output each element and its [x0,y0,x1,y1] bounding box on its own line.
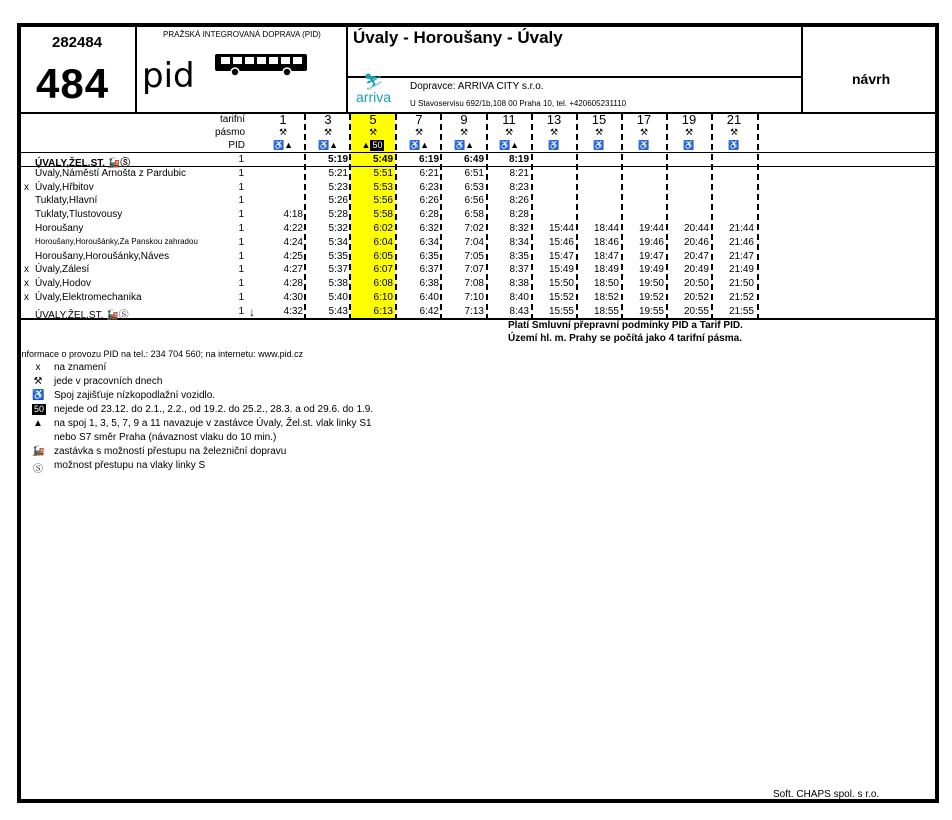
stop-name: Úvaly,Zálesí [35,264,90,276]
column-separator [349,114,351,320]
departure-time: 15:44 [548,223,574,234]
departure-time: 4:30 [283,292,303,303]
departure-time: 5:40 [328,292,348,303]
departure-time: 21:52 [728,292,754,303]
trip-flags-icon: ♿▲ [453,140,475,150]
stop-name: Horoušany [35,223,84,234]
departure-time: 8:37 [509,264,529,276]
departure-time: 4:24 [283,236,303,248]
legend-symbol-icon: ⚒ [33,376,43,387]
departure-time: 8:32 [509,223,529,234]
departure-time: 18:49 [593,264,619,276]
departure-time: 6:32 [419,223,439,234]
departure-time: 21:47 [728,250,754,262]
departure-time: 8:26 [509,195,529,207]
tariff-note-2: Území hl. m. Prahy se počítá jako 4 tarifní pásma. [508,333,742,344]
column-separator [304,114,306,320]
route-divider [347,76,801,78]
carrier-name: Dopravce: ARRIVA CITY s.r.o. [410,81,544,92]
tariff-zone: 1 [238,292,244,303]
stop-name: ÚVALY,ŽEL.ST. 🚂Ⓢ [35,309,129,321]
zone-header-label: tarifní [219,114,245,125]
organization-name: PRAŽSKÁ INTEGROVANÁ DOPRAVA (PID) [163,30,321,39]
departure-time: 5:26 [328,195,348,207]
departure-time: 19:49 [638,264,664,276]
legend-text: zastávka s možností přestupu na železniční dopravu [54,446,287,457]
departure-time: 21:50 [728,278,754,290]
departure-time: 6:34 [419,236,439,248]
departure-time: 5:23 [328,181,348,193]
legend-symbol-icon: x [35,362,41,373]
departure-time: 20:44 [683,223,709,234]
departure-time: 15:50 [548,278,574,290]
header-col-divider-1 [135,27,137,113]
departure-time: 7:05 [464,250,484,262]
stop-name: Úvaly,Hodov [35,278,91,290]
trip-flags-icon: ♿ [638,140,650,150]
column-separator [666,114,668,320]
departure-time: 6:02 [373,223,393,234]
departure-time: 21:55 [728,305,754,317]
column-separator [440,114,442,320]
departure-time: 4:25 [283,250,303,262]
departure-time: 6:19 [418,154,439,165]
departure-time: 8:34 [509,236,529,248]
departure-time: 18:50 [593,278,619,290]
departure-time: 8:21 [509,167,529,179]
departure-time: 7:02 [464,223,484,234]
trip-flags-icon: ♿ [683,140,695,150]
trip-flags-icon: ▲ 50 [361,140,383,150]
trip-number: 19 [681,112,697,127]
legend-symbol-icon: Ⓢ [33,464,43,475]
tariff-zone: 1 [238,305,244,317]
departure-time: 7:13 [464,305,484,317]
departure-time: 19:47 [638,250,664,262]
tariff-zone: 1 [238,236,244,248]
departure-time: 21:49 [728,264,754,276]
trip-flags-icon: ♿▲ [317,140,339,150]
stop-name: Tuklaty,Tlustovousy [35,209,123,221]
departure-time: 19:55 [638,305,664,317]
departure-time: 21:44 [728,223,754,234]
legend-symbol-icon: ▲ [33,418,43,429]
departure-time: 6:05 [373,250,393,262]
departure-time: 5:56 [373,195,393,207]
legend-symbol-icon: 50 [34,404,45,414]
trip-flags-icon: ♿ [593,140,605,150]
departure-time: 18:44 [593,223,619,234]
tariff-zone: 1 [238,278,244,290]
trip-flags-icon: ♿ [548,140,560,150]
workday-icon: ⚒ [323,127,333,137]
departure-time: 8:43 [509,305,529,317]
departure-time: 19:50 [638,278,664,290]
departure-time: 20:50 [683,278,709,290]
departure-time: 18:52 [593,292,619,303]
header-col-divider-2 [346,27,348,113]
departure-time: 4:32 [283,305,303,317]
trip-number: 9 [460,112,468,127]
departure-time: 6:58 [464,209,484,221]
legend-text: jede v pracovních dnech [54,376,163,387]
legend-symbol-icon: ♿ [32,390,45,401]
departure-time: 5:58 [373,209,393,221]
legend-symbol-icon: 🚂 [32,446,45,457]
tariff-zone: 1 [238,223,244,234]
legend-text: možnost přestupu na vlaky linky S [54,460,206,471]
departure-time: 5:49 [372,154,393,165]
trip-number: 21 [726,112,742,127]
departure-time: 7:07 [464,264,484,276]
departure-time: 5:19 [327,154,348,165]
departure-time: 7:04 [464,236,484,248]
departure-time: 20:47 [683,250,709,262]
departure-time: 6:49 [463,154,484,165]
departure-time: 20:52 [683,292,709,303]
departure-time: 21:46 [728,236,754,248]
departure-time: 8:28 [509,209,529,221]
header-bottom-line [21,152,935,153]
departure-time: 6:28 [419,209,439,221]
bus-icon [213,52,309,78]
status-label: návrh [852,71,891,87]
trip-number: 3 [324,112,332,127]
column-separator [576,114,578,320]
trip-flags-icon: ♿▲ [272,140,294,150]
departure-time: 5:43 [328,305,348,317]
departure-time: 6:07 [373,264,393,276]
header-col-divider-3 [801,27,803,113]
direction-arrow-icon: ↓ [249,304,255,319]
trip-number: 17 [636,112,652,127]
departure-time: 7:10 [464,292,484,303]
departure-time: 5:28 [328,209,348,221]
trip-number: 1 [279,112,287,127]
tariff-note-1: Platí Smluvní přepravní podmínky PID a Tarif PID. [508,320,743,331]
tariff-zone: 1 [238,264,244,276]
stop-name: Horoušany,Horoušánky,Za Panskou zahradou [35,236,198,246]
departure-time: 6:38 [419,278,439,290]
info-line: Informace o provozu PID na tel.: 234 704 560; na internetu: www.pid.cz [19,349,304,359]
departure-time: 6:42 [419,305,439,317]
departure-time: 5:34 [328,236,348,248]
departure-time: 6:53 [464,181,484,193]
table-bottom-line [21,318,935,320]
trip-flags-icon: ♿▲ [408,140,430,150]
workday-icon: ⚒ [729,127,739,137]
departure-time: 15:49 [548,264,574,276]
workday-icon: ⚒ [594,127,604,137]
departure-time: 8:35 [509,250,529,262]
on-request-mark: x [24,278,29,290]
departure-time: 6:56 [464,195,484,207]
legend-text: nebo S7 směr Praha (návaznost vlaku do 10 min.) [54,432,277,443]
departure-time: 20:46 [683,236,709,248]
departure-time: 6:04 [373,236,393,248]
departure-time: 15:47 [548,250,574,262]
tariff-zone: 1 [238,154,244,165]
workday-icon: ⚒ [504,127,514,137]
on-request-mark: x [24,181,29,193]
stop-name: Horoušany,Horoušánky,Náves [35,250,170,262]
departure-time: 8:38 [509,278,529,290]
departure-time: 20:49 [683,264,709,276]
carrier-logo: ⛷ arriva [356,74,392,105]
workday-icon: ⚒ [414,127,424,137]
workday-icon: ⚒ [368,127,378,137]
departure-time: 15:52 [548,292,574,303]
tariff-zone: 1 [238,167,244,179]
trip-number: 11 [502,112,516,127]
legend-text: na spoj 1, 3, 5, 7, 9 a 11 navazuje v zastávce Úvaly, Žel.st. vlak linky S1 [54,418,372,429]
tariff-zone: 1 [238,195,244,207]
carrier-address: U Stavoservisu 692/1b,108 00 Praha 10, tel. +420605231110 [410,99,627,108]
trip-flags-icon: ♿ [728,140,740,150]
departure-time: 5:35 [328,250,348,262]
column-separator [757,114,759,320]
column-separator [621,114,623,320]
departure-time: 8:40 [509,292,529,303]
departure-time: 5:53 [373,181,393,193]
stop-name: Úvaly,Elektromechanika [35,292,142,303]
departure-time: 6:37 [419,264,439,276]
trip-number: 15 [591,112,607,127]
departure-time: 18:46 [593,236,619,248]
legend-text: nejede od 23.12. do 2.1., 2.2., od 19.2. do 25.2., 28.3. a od 29.6. do 1.9. [54,404,374,415]
departure-time: 5:21 [328,167,348,179]
zone-header-label: PID [228,140,245,151]
departure-time: 5:37 [328,264,348,276]
departure-time: 4:27 [283,264,303,276]
departure-time: 4:18 [283,209,303,221]
departure-time: 19:46 [638,236,664,248]
stop-name: Úvaly,Náměstí Arnošta z Pardubic [35,167,186,179]
trip-number: 7 [415,112,423,127]
column-separator [486,114,488,320]
trip-number: 5 [369,112,377,127]
stop-name: Úvaly,Hřbitov [35,181,94,193]
workday-icon: ⚒ [278,127,288,137]
trip-flags-icon: ♿▲ [498,140,520,150]
departure-time: 5:32 [328,223,348,234]
pid-logo: pid [142,56,195,96]
workday-icon: ⚒ [549,127,559,137]
departure-time: 19:44 [638,223,664,234]
legend-text: na znamení [54,362,107,373]
tariff-zone: 1 [238,209,244,221]
departure-time: 4:22 [283,223,303,234]
workday-icon: ⚒ [684,127,694,137]
departure-time: 18:55 [593,305,619,317]
zone-header-label: pásmo [214,127,245,138]
tariff-zone: 1 [238,250,244,262]
legend-text: Spoj zajišťuje nízkopodlažní vozidlo. [54,390,216,401]
departure-time: 6:08 [373,278,393,290]
departure-time: 6:21 [419,167,439,179]
departure-time: 6:51 [464,167,484,179]
line-code: 282484 [52,34,103,51]
on-request-mark: x [24,292,29,303]
departure-time: 8:23 [509,181,529,193]
trip-number: 13 [546,112,562,127]
software-credit: Soft. CHAPS spol. s r.o. [773,789,880,800]
departure-time: 7:08 [464,278,484,290]
tariff-zone: 1 [238,181,244,193]
departure-time: 5:51 [373,167,393,179]
route-title: Úvaly - Horoušany - Úvaly [353,28,563,47]
fifty-symbol: 50 [372,140,383,150]
departure-time: 15:46 [548,236,574,248]
workday-icon: ⚒ [639,127,649,137]
on-request-mark: x [24,264,29,276]
departure-time: 19:52 [638,292,664,303]
stop-name: ÚVALY,ŽEL.ST. 🚂Ⓢ [35,158,131,169]
departure-time: 5:38 [328,278,348,290]
departure-time: 18:47 [593,250,619,262]
departure-time: 6:23 [419,181,439,193]
departure-time: 4:28 [283,278,303,290]
departure-time: 6:26 [419,195,439,207]
departure-time: 8:19 [508,154,529,165]
departure-time: 6:10 [373,292,393,303]
departure-time: 6:40 [419,292,439,303]
stop-name: Tuklaty,Hlavní [35,195,98,207]
departure-time: 6:13 [373,305,393,317]
column-separator [711,114,713,320]
workday-icon: ⚒ [459,127,469,137]
line-number: 484 [36,60,110,107]
column-separator [395,114,397,320]
column-separator [531,114,533,320]
departure-time: 20:55 [683,305,709,317]
departure-time: 6:35 [419,250,439,262]
departure-time: 15:55 [548,305,574,317]
